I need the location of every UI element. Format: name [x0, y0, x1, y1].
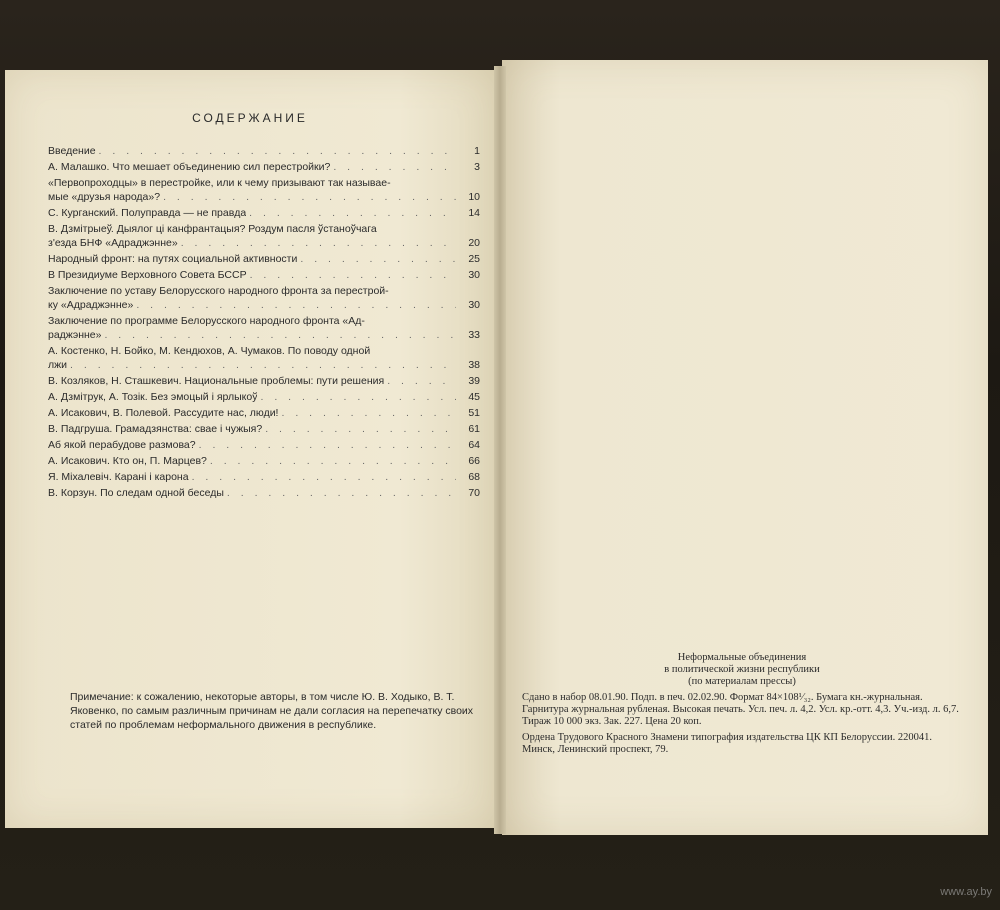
- leader-dots: [246, 206, 456, 220]
- imprint-printer: Ордена Трудового Красного Знамени типография издательства ЦК КП Белоруссии. 220041. Минск, Ленинский проспект, 79.: [522, 732, 933, 755]
- leader-dots: [101, 328, 456, 342]
- toc-entry: [48, 374, 480, 388]
- imprint-specs: Сдано в набор 08.01.90. Подп. в печ. 02.02.90. Формат 84×108¹⁄₃₂. Бумага кн.-журнальная. Гарнитура журнальная рублeная. Высокая печать. Усл. печ. л. 4,2. Усл. кр.-отт. 4,3. Уч.-изд. л. 6,7. Тираж 10 000 экз. Зак. 227. Цена 20 коп.: [522, 692, 959, 727]
- footnote: Примечание: к сожалению, некоторые авторы, в том числе Ю. В. Ходыко, В. Т. Яковенко, по самым различным причинам не дали согласия на перепечатку своих статей по проблемам неформального движения в республике.: [70, 691, 474, 731]
- toc-entry: [48, 222, 480, 250]
- leader-dots: [96, 144, 456, 158]
- leader-dots: [384, 374, 456, 388]
- toc-entry-text: Народный фронт: на путях социальной активности: [48, 253, 298, 265]
- toc-page-number: 39: [468, 375, 480, 387]
- leader-dots: [207, 454, 456, 468]
- toc-entry: [48, 486, 480, 500]
- toc-entry: [48, 314, 480, 342]
- toc-page-number: 10: [468, 191, 480, 203]
- imprint-subtitle: в политической жизни республики: [664, 664, 820, 675]
- toc-entry-text: Я. Міхалевіч. Карані і карона: [48, 471, 189, 483]
- toc-entry-text: Заключение по уставу Белорусского народного фронта за перестрой-: [48, 285, 389, 297]
- toc-entry: [48, 160, 480, 174]
- toc-entry: [48, 176, 480, 204]
- toc-page-number: 33: [468, 329, 480, 341]
- toc-entry: [48, 144, 480, 158]
- leader-dots: [278, 406, 456, 420]
- toc-entry-text: лжи: [48, 359, 68, 371]
- imprint-title: Неформальные объединения: [677, 652, 807, 663]
- toc-page-number: 61: [468, 423, 480, 435]
- leader-dots: [160, 190, 456, 204]
- toc-entry: [48, 206, 480, 220]
- table-of-contents: [48, 144, 480, 502]
- toc-page-number: 51: [468, 407, 480, 419]
- toc-entry: [48, 406, 480, 420]
- toc-entry-text: ку «Адраджэнне»: [48, 299, 134, 311]
- toc-page-number: 1: [474, 145, 480, 157]
- toc-entry-text: «Первопроходцы» в перестройке, или к чему призывают так называе-: [48, 177, 391, 189]
- leader-dots: [196, 438, 456, 452]
- toc-entry-text: В. Козляков, Н. Сташкевич. Национальные проблемы: пути решения: [48, 375, 385, 387]
- toc-page-number: 30: [468, 269, 480, 281]
- leader-dots: [178, 236, 456, 250]
- toc-entry-text: А. Исакович, В. Полевой. Рассудите нас, люди!: [48, 407, 279, 419]
- toc-entry: [48, 268, 480, 282]
- book-spine: [494, 66, 506, 834]
- toc-page-number: 30: [468, 299, 480, 311]
- leader-dots: [330, 160, 456, 174]
- toc-page-number: 66: [468, 455, 480, 467]
- toc-page-number: 14: [468, 207, 480, 219]
- toc-entry-text: С. Курганский. Полуправда — не правда: [48, 207, 247, 219]
- toc-entry: [48, 422, 480, 436]
- toc-entry-text: В Президиуме Верховного Совета БССР: [48, 269, 247, 281]
- toc-entry: [48, 470, 480, 484]
- toc-title: СОДЕРЖАНИЕ: [192, 111, 308, 125]
- toc-entry-text: Введение: [48, 145, 96, 157]
- toc-entry-text: В. Падгруша. Грамадзянства: свае і чужыя?: [48, 423, 263, 435]
- toc-page-number: 45: [468, 391, 480, 403]
- leader-dots: [67, 358, 456, 372]
- leader-dots: [247, 268, 456, 282]
- toc-entry-text: А. Малашко. Что мешает объединению сил перестройки?: [48, 161, 331, 173]
- toc-entry: [48, 252, 480, 266]
- toc-entry-text: В. Дзмітрыеў. Дыялог ці канфрантацыя? Роздум пасля ўстаноўчага: [48, 223, 377, 235]
- toc-entry: [48, 284, 480, 312]
- toc-page-number: 70: [468, 487, 480, 499]
- toc-page-number: 38: [468, 359, 480, 371]
- leader-dots: [189, 470, 456, 484]
- toc-entry: [48, 438, 480, 452]
- toc-entry-text: Аб якой перабудове размова?: [48, 439, 196, 451]
- leader-dots: [224, 486, 456, 500]
- toc-entry: [48, 454, 480, 468]
- toc-entry-text: А. Костенко, Н. Бойко, М. Кендюхов, А. Чумаков. По поводу одной: [48, 345, 371, 357]
- toc-entry-text: з'езда БНФ «Адраджэнне»: [48, 237, 178, 249]
- toc-entry-text: Заключение по программе Белорусского народного фронта «Ад-: [48, 315, 365, 327]
- leader-dots: [257, 390, 456, 404]
- toc-entry: [48, 390, 480, 404]
- toc-entry-text: А. Дзмітрук, А. Тозік. Без эмоцый і ярлыкоў: [48, 391, 258, 403]
- imprint-block: [522, 652, 962, 756]
- toc-page-number: 20: [468, 237, 480, 249]
- leader-dots: [133, 298, 456, 312]
- toc-page-number: 3: [474, 161, 480, 173]
- toc-page-number: 25: [468, 253, 480, 265]
- toc-entry: [48, 344, 480, 372]
- toc-entry-text: мые «друзья народа»?: [48, 191, 161, 203]
- watermark: www.ay.by: [940, 886, 992, 898]
- imprint-source: (по материалам прессы): [688, 676, 796, 687]
- toc-entry-text: А. Исакович. Кто он, П. Марцев?: [48, 455, 207, 467]
- leader-dots: [297, 252, 456, 266]
- toc-page-number: 64: [468, 439, 480, 451]
- toc-entry-text: раджэнне»: [48, 329, 102, 341]
- leader-dots: [262, 422, 456, 436]
- toc-page-number: 68: [468, 471, 480, 483]
- toc-entry-text: В. Корзун. По следам одной беседы: [48, 487, 224, 499]
